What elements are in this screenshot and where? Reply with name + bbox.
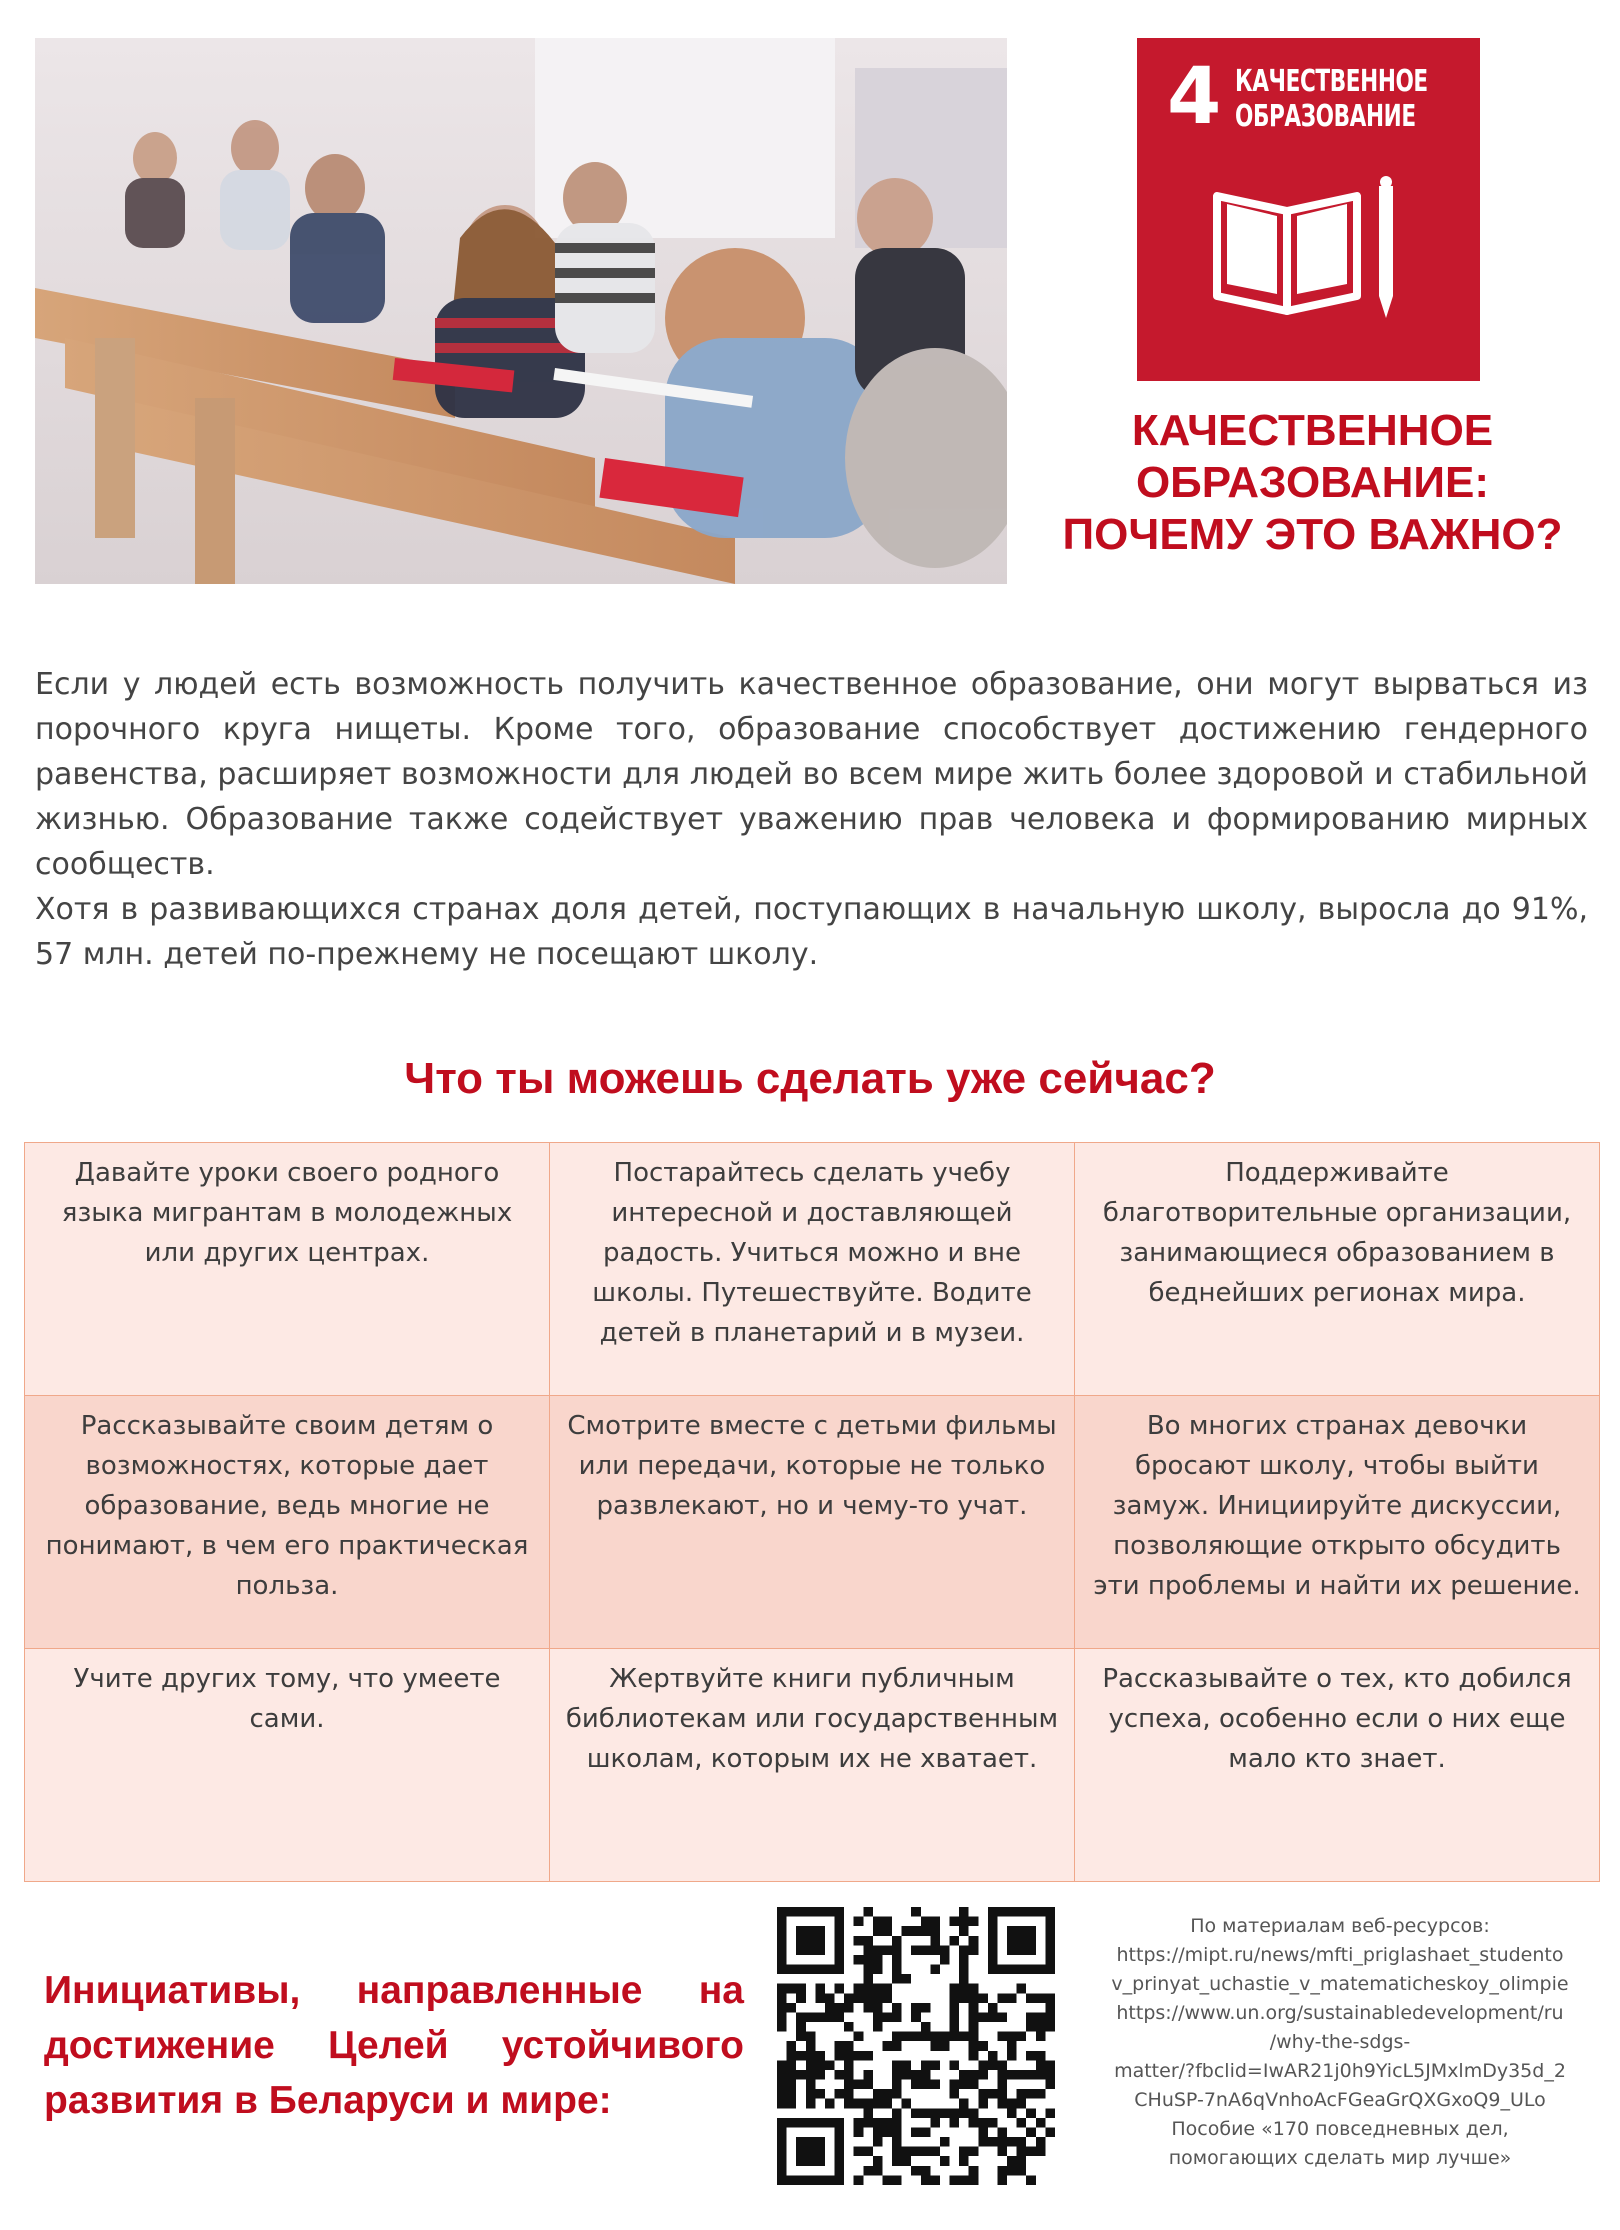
source-link[interactable]: /why-the-sdgs-	[1269, 2031, 1411, 2053]
initiatives-line-3: развития в Беларуси и мире:	[44, 2079, 612, 2122]
actions-table	[24, 1142, 1600, 1882]
sdg-label: КАЧЕСТВЕННОЕ ОБРАЗОВАНИЕ	[1235, 64, 1428, 135]
action-cell: Рассказывайте о тех, кто добился успеха, особенно если о них еще мало кто знает.	[1075, 1649, 1600, 1882]
source-link[interactable]: v_prinyat_uchastie_v_matematicheskoy_olimpie	[1111, 1973, 1569, 1995]
table-row	[25, 1396, 1600, 1649]
table-row	[25, 1143, 1600, 1396]
action-cell: Учите других тому, что умеете сами.	[25, 1649, 550, 1882]
initiatives-line-1: Инициативы, направленные на	[44, 1969, 744, 2012]
action-cell: Поддерживайте благотворительные организации, занимающиеся образованием в беднейших регионах мира.	[1075, 1143, 1600, 1396]
headline-line-2: ОБРАЗОВАНИЕ:	[1135, 458, 1490, 507]
headline-line-3: ПОЧЕМУ ЭТО ВАЖНО?	[1062, 510, 1563, 559]
source-book: Пособие «170 повседневных дел,	[1171, 2118, 1509, 2140]
source-link[interactable]: https://mipt.ru/news/mfti_priglashaet_studento	[1116, 1944, 1564, 1966]
classroom-students-photo-icon	[35, 38, 1007, 584]
source-link[interactable]: matter/?fbclid=IwAR21j0h9YicL5JMxlmDy35d_2	[1114, 2060, 1566, 2082]
source-link[interactable]: CHuSP-7nA6qVnhoAcFGeaGrQXGxoQ9_ULo	[1134, 2089, 1546, 2111]
sources-intro: По материалам веб-ресурсов:	[1190, 1915, 1490, 1937]
open-book-with-pencil-icon	[1207, 176, 1407, 326]
intro-text	[35, 662, 1588, 977]
headline-line-1: КАЧЕСТВЕННОЕ	[1131, 406, 1494, 455]
action-cell: Смотрите вместе с детьми фильмы или передачи, которые не только развлекают, но и чему-то учат.	[550, 1396, 1075, 1649]
initiatives-line-2: достижение Целей устойчивого	[44, 2024, 744, 2067]
table-row	[25, 1649, 1600, 1882]
action-cell: Жертвуйте книги публичным библиотекам или государственным школам, которым их не хватает.	[550, 1649, 1075, 1882]
intro-paragraph-2: Хотя в развивающихся странах доля детей, поступающих в начальную школу, выросла до 91%, 57 млн. детей по-прежнему не посещают школу.	[35, 892, 1588, 972]
classroom-photo	[35, 38, 1007, 584]
action-cell: Рассказывайте своим детям о возможностях, которые дает образование, ведь многие не понимают, в чем его практическая польза.	[25, 1396, 550, 1649]
intro-paragraph-1: Если у людей есть возможность получить качественное образование, они могут вырваться из порочного круга нищеты. Кроме того, образование способствует достижению гендерного равенства, расширяет возможности для людей во всем мире жить более здоровой и стабильной жизнью. Образование также содействует уважению прав человека и формированию мирных сообществ.	[35, 667, 1588, 882]
page-headline	[1005, 405, 1620, 561]
source-link[interactable]: https://www.un.org/sustainabledevelopment/ru	[1116, 2002, 1564, 2024]
sdg-number: 4	[1167, 52, 1222, 142]
action-cell: Во многих странах девочки бросают школу, чтобы выйти замуж. Инициируйте дискуссии, позволяющие открыто обсудить эти проблемы и найти их решение.	[1075, 1396, 1600, 1649]
sdg-4-badge	[1137, 38, 1480, 381]
source-book: помогающих сделать мир лучше»	[1168, 2147, 1512, 2169]
action-cell: Давайте уроки своего родного языка мигрантам в молодежных или других центрах.	[25, 1143, 550, 1396]
initiatives-heading	[44, 1963, 744, 2128]
action-cell: Постарайтесь сделать учебу интересной и доставляющей радость. Учиться можно и вне школы. Путешествуйте. Водите детей в планетарий и в музеи.	[550, 1143, 1075, 1396]
sources-block	[1100, 1912, 1580, 2173]
actions-section-title: Что ты можешь сделать уже сейчас?	[404, 1054, 1216, 1103]
qr-code-icon[interactable]	[777, 1907, 1055, 2185]
